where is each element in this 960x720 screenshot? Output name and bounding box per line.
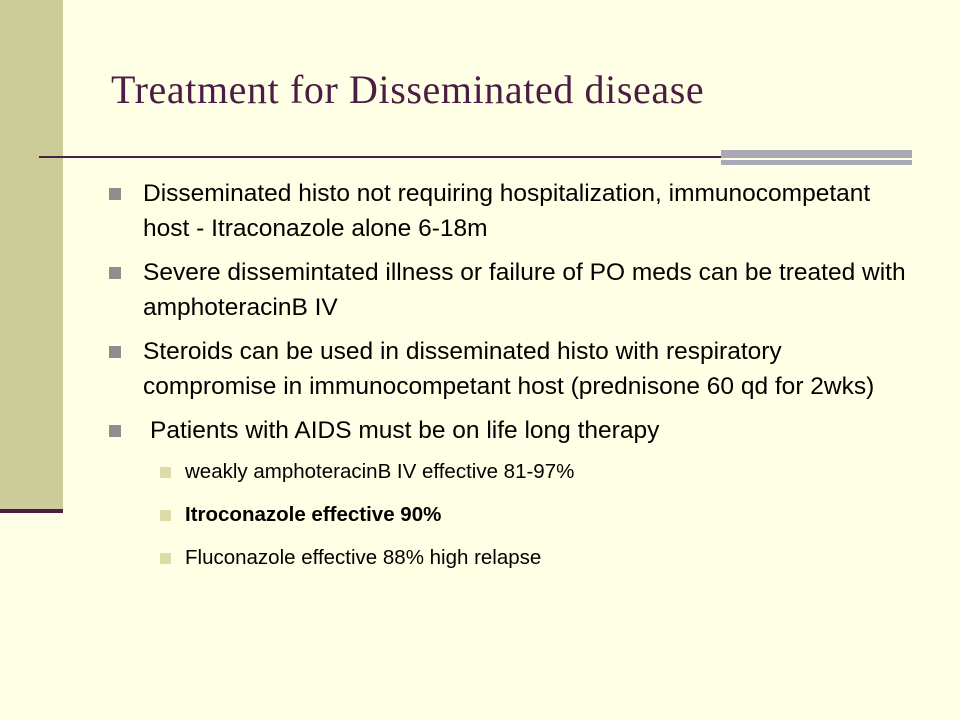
square-sub-bullet-icon bbox=[160, 553, 171, 564]
slide-title: Treatment for Disseminated disease bbox=[111, 67, 705, 112]
bullet-list bbox=[108, 176, 908, 586]
bullet-text: Steroids can be used in disseminated histo with respiratory compromise in immunocompetant host (prednisone 60 qd for 2wks) bbox=[143, 338, 875, 400]
side-stripe-cap bbox=[0, 509, 63, 513]
sub-bullet-text: Itroconazole effective 90% bbox=[185, 503, 442, 526]
bullet-item bbox=[108, 255, 908, 325]
sub-bullet-text: Fluconazole effective 88% high relapse bbox=[185, 546, 542, 569]
square-sub-bullet-icon bbox=[160, 510, 171, 521]
square-bullet-icon bbox=[109, 267, 121, 279]
bullet-item bbox=[108, 176, 908, 246]
square-sub-bullet-icon bbox=[160, 467, 171, 478]
sub-bullet-item bbox=[160, 457, 908, 487]
left-side-stripe bbox=[0, 0, 63, 511]
title-rule-accent bbox=[721, 150, 912, 158]
sub-bullet-item bbox=[160, 543, 908, 573]
bullet-text: Severe dissemintated illness or failure of PO meds can be treated with amphoteracinB IV bbox=[143, 259, 906, 321]
square-bullet-icon bbox=[109, 188, 121, 200]
sub-bullet-item bbox=[160, 500, 908, 530]
sub-bullet-list bbox=[108, 457, 908, 573]
bullet-item bbox=[108, 334, 908, 404]
title-rule-accent-lower bbox=[721, 160, 912, 165]
bullet-text: Patients with AIDS must be on life long therapy bbox=[150, 417, 660, 444]
sub-bullet-text: weakly amphoteracinB IV effective 81-97% bbox=[185, 460, 575, 483]
bullet-item bbox=[108, 413, 908, 448]
bullet-text: Disseminated histo not requiring hospitalization, immunocompetant host - Itraconazole alone 6-18m bbox=[143, 180, 871, 242]
square-bullet-icon bbox=[109, 425, 121, 437]
square-bullet-icon bbox=[109, 346, 121, 358]
